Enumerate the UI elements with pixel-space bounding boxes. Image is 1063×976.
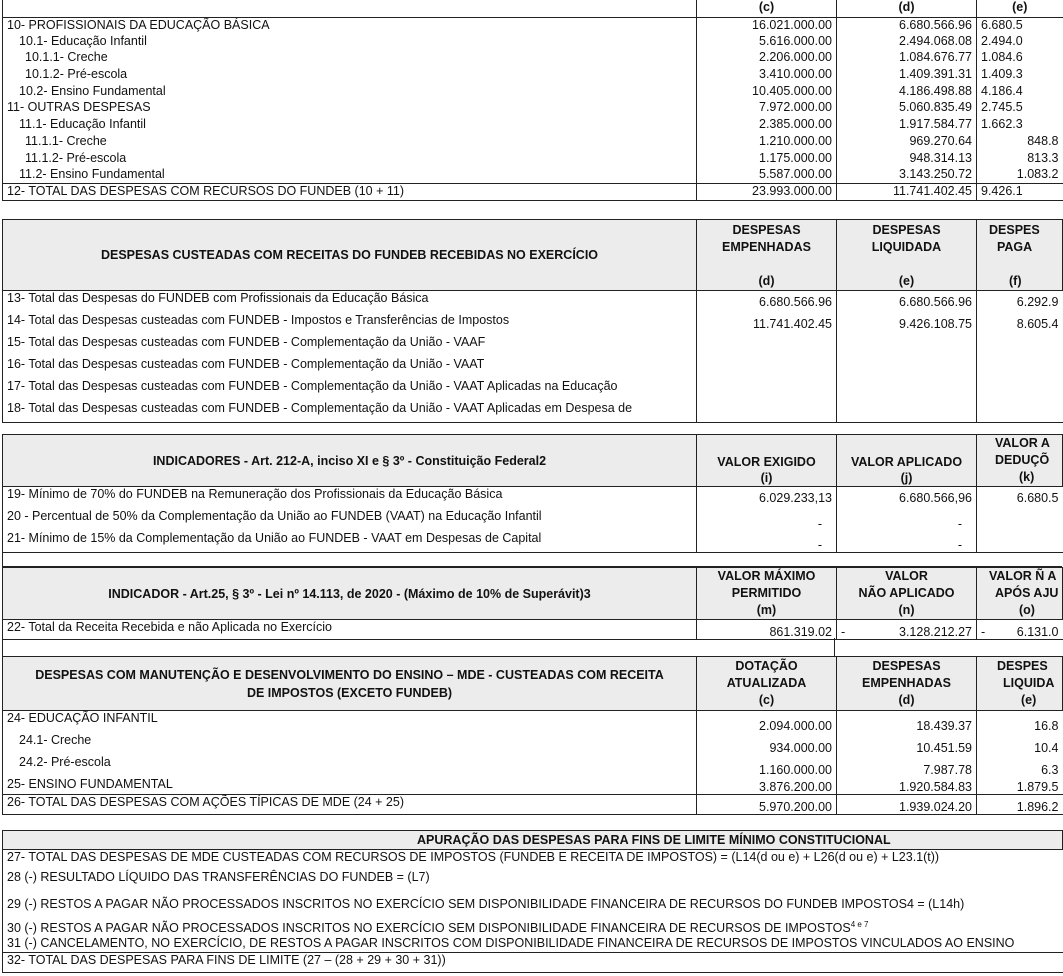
section-title: APURAÇÃO DAS DESPESAS PARA FINS DE LIMITE MÍNIMO CONSTITUCIONAL — [3, 831, 1063, 850]
table-row: 24- EDUCAÇÃO INFANTIL 2.094.000.00 18.439.37 16.8 — [3, 711, 1063, 733]
table-row: 16- Total das Despesas custeadas com FUNDEB - Complementação da União - VAAT — [3, 357, 1063, 379]
table-row: 24.1- Creche 934.000.00 10.451.59 10.4 — [3, 733, 1063, 755]
table-row: 10.1.1- Creche 2.206.000.00 1.084.676.77 1.084.6 — [3, 50, 1063, 67]
col-d-header: (d) — [837, 0, 977, 17]
table-row: 21- Mínimo de 15% da Complementação da União ao FUNDEB - VAAT em Despesas de Capital - - — [3, 531, 1063, 553]
table-row: 11- OUTRAS DESPESAS 7.972.000.00 5.060.835.49 2.745.5 — [3, 100, 1063, 117]
separator-row — [2, 551, 1062, 567]
table-row: 17- Total das Despesas custeadas com FUNDEB - Complementação da União - VAAT Aplicadas na Educação — [3, 379, 1063, 401]
table-row: 19- Mínimo de 70% do FUNDEB na Remuneração dos Profissionais da Educação Básica 6.029.233,13 6.680.566,96 6.680.5 — [3, 487, 1063, 509]
table-row: 11.1.2- Pré-escola 1.175.000.00 948.314.13 813.3 — [3, 151, 1063, 168]
table-row: 28 (-) RESULTADO LÍQUIDO DAS TRANSFERÊNCIAS DO FUNDEB = (L7) — [3, 870, 1063, 892]
table-row: 31 (-) CANCELAMENTO, NO EXERCÍCIO, DE RESTOS A PAGAR INSCRITOS COM DISPONIBILIDADE FINANCEIRA DE RECURSOS DE IMPOSTOS VINCULADOS AO ENSINO — [3, 936, 1063, 953]
superavit-indicator-table: INDICADOR - Art.25, § 3º - Lei nº 14.113, de 2020 - (Máximo de 10% de Superávit)3 VALOR MÁXIMO PERMITIDO (m) VALOR NÃO APLICADO (n) VALOR Ñ A APÓS AJU (o) 22- Total da Receita Recebida e não Aplicada no Exercício 861.319.02 - 3.128.212.27 - 6.131.0 — [2, 567, 1063, 640]
table-row: 20 - Percentual de 50% da Complementação da União ao FUNDEB (VAAT) na Educação Infantil - - — [3, 509, 1063, 531]
mde-expenses-table: DESPESAS COM MANUTENÇÃO E DESENVOLVIMENTO DO ENSINO – MDE - CUSTEADAS COM RECEITA DE IMPOSTOS (EXCETO FUNDEB) DOTAÇÃO ATUALIZADA (c) DESPESAS EMPENHADAS (d) DESPES LIQUIDA (e) 24- EDUCAÇÃO INFANTIL 2.094.000.00 18.439.37 16.8 24.1- Creche 934.000.00 10.451.59 10.4 24.2- Pré-escola 1.160.000.00 7.987.78 6.3 25- ENSINO FUNDAMENTAL 3.876.200.00 1.920.584.83 1.879.5 26- TOTAL DAS DESPESAS COM AÇÕES TÍPICAS DE MDE (24 + 25) 5.970.200.00 1.939.024.20 1.896.2 — [2, 656, 1063, 815]
total-row: 32- TOTAL DAS DESPESAS PARA FINS DE LIMITE (27 – (28 + 29 + 30 + 31)) — [3, 953, 1063, 973]
table-row: 10.1.2- Pré-escola 3.410.000.00 1.409.391.31 1.409.3 — [3, 67, 1063, 84]
table-row: 30 (-) RESTOS A PAGAR NÃO PROCESSADOS INSCRITOS NO EXERCÍCIO SEM DISPONIBILIDADE FINANCEIRA DE RECURSOS DE $IMPOSTOS^{4 e 7}$ — [3, 916, 1063, 936]
separator-row — [2, 638, 835, 656]
total-row: 12- TOTAL DAS DESPESAS COM RECURSOS DO FUNDEB (10 + 11) 23.993.000.00 11.741.402.45 9.426.1 — [3, 184, 1063, 201]
table-row: 10- PROFISSIONAIS DA EDUCAÇÃO BÁSICA 16.021.000.00 6.680.566.96 6.680.5 — [3, 17, 1063, 34]
fundeb-received-table: DESPESAS CUSTEADAS COM RECEITAS DO FUNDEB RECEBIDAS NO EXERCÍCIO DESPESAS EMPENHADAS (d) DESPESAS LIQUIDADA (e) DESPES PAGA (f) 13- Total das Despesas do FUNDEB com Profissionais da Educação Básica 6.680.566.96 6.680.566.96 6.292.9 14- Total das Despesas custeadas com FUNDEB - Impostos e Transferências de Impostos 11.741.402.45 9.426.108.75 8.605.4 15- Total das Despesas custeadas com FUNDEB - Complementação da União - VAAF 16- Total das Despesas custeadas com FUNDEB - Complementação da União - VAAT 17- Total das Despesas custeadas com FUNDEB - Complementação da União - VAAT Aplicadas na Educação 18- Total das Despesas custeadas com FUNDEB - Complementação da União - VAAT Aplicadas em Despesa de — [2, 219, 1063, 423]
table-row: 15- Total das Despesas custeadas com FUNDEB - Complementação da União - VAAF — [3, 335, 1063, 357]
table-row: 29 (-) RESTOS A PAGAR NÃO PROCESSADOS INSCRITOS NO EXERCÍCIO SEM DISPONIBILIDADE FINANCEIRA DE RECURSOS DO FUNDEB IMPOSTOS4 = (L14h) — [3, 892, 1063, 916]
table-row: 18- Total das Despesas custeadas com FUNDEB - Complementação da União - VAAT Aplicadas em Despesa de — [3, 401, 1063, 423]
table-row: 11.1- Educação Infantil 2.385.000.00 1.917.584.77 1.662.3 — [3, 117, 1063, 134]
table-row: 22- Total da Receita Recebida e não Aplicada no Exercício 861.319.02 - 3.128.212.27 - 6.131.0 — [3, 620, 1063, 640]
table-row: 10.1- Educação Infantil 5.616.000.00 2.494.068.08 2.494.0 — [3, 34, 1063, 51]
section-title: DESPESAS COM MANUTENÇÃO E DESENVOLVIMENTO DO ENSINO – MDE - CUSTEADAS COM RECEITA DE IMPOSTOS (EXCETO FUNDEB) — [3, 657, 697, 711]
table-row: 24.2- Pré-escola 1.160.000.00 7.987.78 6.3 — [3, 755, 1063, 777]
table-row: 27- TOTAL DAS DESPESAS DE MDE CUSTEADAS COM RECURSOS DE IMPOSTOS (FUNDEB E RECEITA DE IMPOSTOS) = (L14(d ou e) + L26(d ou e) + L23.1(t)) — [3, 850, 1063, 870]
table-row: 25- ENSINO FUNDAMENTAL 3.876.200.00 1.920.584.83 1.879.5 — [3, 777, 1063, 795]
indicators-table: INDICADORES - Art. 212-A, inciso XI e § 3º - Constituição Federal2 VALOR EXIGIDO (i) VALOR APLICADO (j) VALOR A DEDUÇÕ (k) 19- Mínimo de 70% do FUNDEB na Remuneração dos Profissionais da Educação Básica 6.029.233,13 6.680.566,96 6.680.5 20 - Percentual de 50% da Complementação da União ao FUNDEB (VAAT) na Educação Infantil - - 21- Mínimo de 15% da Complementação da União ao FUNDEB - VAAT em Despesas de Capital - - — [2, 434, 1063, 553]
table-row: 13- Total das Despesas do FUNDEB com Profissionais da Educação Básica 6.680.566.96 6.680.566.96 6.292.9 — [3, 291, 1063, 313]
table-row: 14- Total das Despesas custeadas com FUNDEB - Impostos e Transferências de Impostos 11.741.402.45 9.426.108.75 8.605.4 — [3, 313, 1063, 335]
col-c-header: (c) — [697, 0, 837, 17]
table-row: 11.2- Ensino Fundamental 5.587.000.00 3.143.250.72 1.083.2 — [3, 167, 1063, 184]
total-row: 26- TOTAL DAS DESPESAS COM AÇÕES TÍPICAS DE MDE (24 + 25) 5.970.200.00 1.939.024.20 1.896.2 — [3, 795, 1063, 815]
table-row: 10.2- Ensino Fundamental 10.405.000.00 4.186.498.88 4.186.4 — [3, 84, 1063, 101]
section-title: INDICADOR - Art.25, § 3º - Lei nº 14.113, de 2020 - (Máximo de 10% de Superávit)3 — [3, 568, 697, 620]
table-row: 11.1.1- Creche 1.210.000.00 969.270.64 848.8 — [3, 134, 1063, 151]
section-title: DESPESAS CUSTEADAS COM RECEITAS DO FUNDEB RECEBIDAS NO EXERCÍCIO — [3, 220, 697, 291]
section-title: INDICADORES - Art. 212-A, inciso XI e § 3º - Constituição Federal2 — [3, 435, 697, 487]
col-e-header: (e) — [977, 0, 1063, 17]
fundeb-professionals-table — [2, 0, 1063, 201]
limit-calculation-table — [2, 830, 1063, 973]
